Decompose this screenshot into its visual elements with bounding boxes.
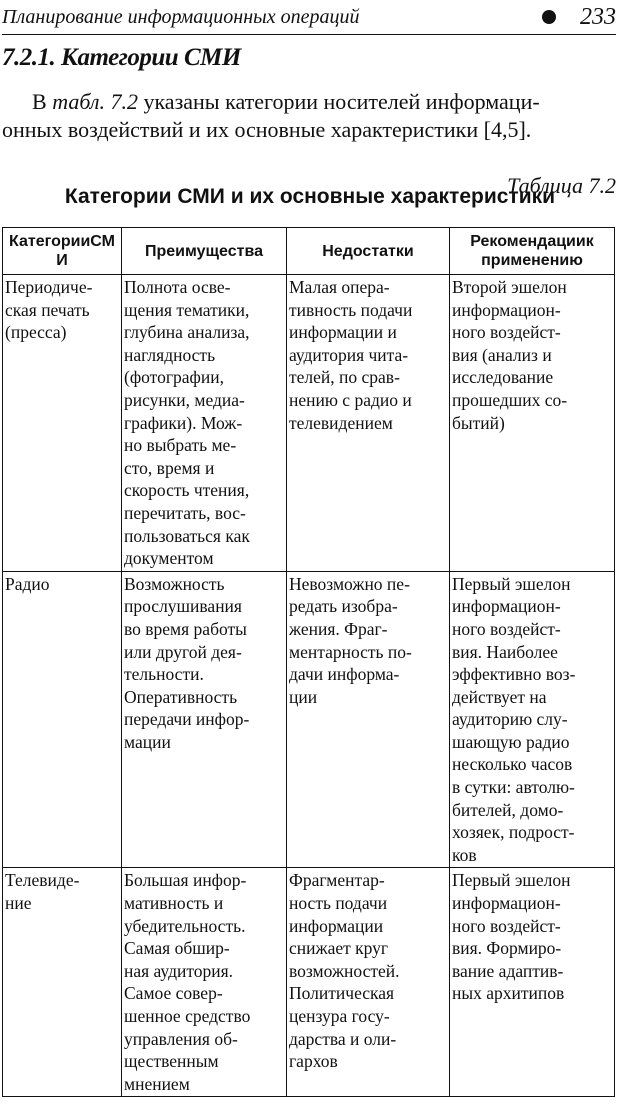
page-number: 233 (580, 4, 616, 30)
intro-prefix: В (32, 89, 53, 114)
cell-category (3, 868, 122, 1097)
cell-line: тивность подачи (289, 299, 413, 320)
cell-line: ментарность по- (289, 641, 412, 662)
cell-line: нению с радио и (289, 389, 412, 410)
cell-line: бытий) (452, 412, 505, 433)
cell-line: (фотографии, (124, 367, 224, 388)
cell-line: Рекомендации (470, 233, 586, 250)
media-categories-table (2, 227, 615, 1097)
header-recommendations (450, 228, 615, 275)
cell-line: Категории (9, 233, 91, 250)
cell-line: управления об- (124, 1028, 238, 1049)
cell-line: прослушивания (124, 596, 242, 617)
cell-line: Фрагментар- (289, 870, 385, 891)
cell-line: жения. Фраг- (289, 618, 388, 639)
cell-line: цензура госу- (289, 1006, 390, 1026)
intro-line-1 (2, 88, 614, 116)
cell-recommendations (450, 275, 615, 572)
cell-line: ная аудитория. (124, 960, 234, 981)
cell-line: (пресса) (5, 322, 67, 343)
cell-disadvantages (287, 571, 450, 868)
cell-line: вия. Наиболее (452, 641, 558, 662)
table-caption: Категории СМИ и их основные характеристики (64, 185, 556, 208)
cell-advantages (122, 571, 287, 868)
section-heading: 7.2.1. Категории СМИ (2, 44, 241, 71)
cell-line: информацион- (452, 299, 561, 320)
cell-line: во время работы (124, 618, 247, 639)
cell-line: аудитория чита- (289, 344, 409, 365)
cell-line: Большая инфор- (124, 870, 247, 891)
cell-line: информации и (289, 322, 397, 343)
header-category (3, 228, 122, 275)
cell-recommendations (450, 571, 615, 868)
cell-line: ного воздейст- (452, 915, 561, 936)
cell-line: Полнота осве- (124, 277, 231, 297)
cell-line: шенное средство (124, 1006, 251, 1026)
cell-line: ская печать (5, 299, 90, 320)
cell-line: Возможность (124, 573, 225, 594)
intro-paragraph (2, 88, 614, 144)
cell-line: исследование (452, 367, 554, 388)
cell-line: Политическая (289, 983, 395, 1004)
cell-line: Оперативность (124, 686, 238, 707)
cell-line: Второй эшелон (452, 277, 567, 297)
cell-line: Малая опера- (289, 277, 390, 297)
cell-line: Телевиде- (5, 870, 80, 891)
cell-line: рисунки, медиа- (124, 389, 245, 410)
cell-line: или другой дея- (124, 641, 242, 662)
table-header-row (3, 228, 615, 275)
cell-line: аудиторию слу- (452, 709, 568, 730)
cell-line: глубина анализа, (124, 322, 250, 343)
header-disadvantages (287, 228, 450, 275)
cell-line: ние (5, 893, 32, 914)
cell-line: щественным (124, 1051, 219, 1072)
cell-line: хозяек, подрост- (452, 822, 575, 843)
cell-advantages (122, 275, 287, 572)
cell-line: Периодиче- (5, 277, 93, 297)
header-advantages (122, 228, 287, 275)
cell-line: сто, время и (124, 457, 215, 478)
cell-line: ного воздейст- (452, 618, 561, 639)
cell-line: Первый эшелон (452, 870, 571, 891)
cell-line: вия (анализ и (452, 344, 552, 365)
cell-disadvantages (287, 275, 450, 572)
cell-line: вия. Формиро- (452, 938, 562, 959)
cell-line: действует на (452, 686, 547, 707)
cell-line: документом (124, 548, 214, 569)
cell-line: перечитать, вос- (124, 502, 246, 523)
cell-line: телевидением (289, 412, 393, 433)
cell-line: убедительность. (124, 915, 246, 936)
intro-line-2: онных воздействий и их основные характеристики [4,5]. (2, 117, 532, 142)
cell-recommendations (450, 868, 615, 1097)
cell-line: редать изобра- (289, 596, 398, 617)
cell-line: но выбрать ме- (124, 435, 237, 456)
cell-line: щения тематики, (124, 299, 250, 320)
cell-line: наглядность (124, 344, 216, 365)
cell-line: мации (124, 731, 171, 752)
cell-line: передачи инфор- (124, 709, 250, 730)
cell-line: вание адаптив- (452, 960, 564, 981)
cell-line: ков (452, 844, 477, 865)
cell-line: в сутки: автолю- (452, 777, 575, 798)
table-row (3, 868, 615, 1097)
cell-line: эффективно воз- (452, 664, 576, 685)
intro-line-1-rest: указаны категории носителей информаци- (137, 89, 540, 114)
cell-line: Недостатки (322, 242, 414, 260)
cell-line: мативность и (124, 893, 224, 914)
cell-line: прошедших со- (452, 389, 568, 410)
cell-line: СМИ (56, 233, 115, 269)
cell-line: мнением (124, 1073, 190, 1094)
running-head-title: Планирование информационных операций (2, 6, 360, 28)
table-reference: табл. 7.2 (52, 89, 138, 114)
cell-line: пользоваться как (124, 525, 250, 546)
cell-line: ции (289, 686, 318, 707)
cell-line: Преимущества (145, 242, 263, 260)
cell-line: информацион- (452, 893, 561, 914)
cell-line: ных архитипов (452, 983, 565, 1004)
cell-line: снижает круг (289, 938, 389, 959)
cell-line: скорость чтения, (124, 480, 250, 501)
cell-line: гархов (289, 1051, 338, 1072)
cell-line: Самая обшир- (124, 938, 230, 959)
cell-line: ность подачи (289, 893, 388, 914)
cell-line: графики). Мож- (124, 412, 243, 433)
cell-line: возможностей. (289, 960, 400, 981)
cell-line: Первый эшелон (452, 573, 571, 594)
cell-line: телей, по срав- (289, 367, 400, 388)
cell-line: шающую радио (452, 731, 570, 752)
cell-line: информации (289, 915, 384, 936)
cell-line: ного воздейст- (452, 322, 561, 343)
cell-line: к применению (481, 233, 594, 269)
cell-line: Самое совер- (124, 983, 223, 1004)
table-row (3, 275, 615, 572)
cell-category (3, 275, 122, 572)
cell-disadvantages (287, 868, 450, 1097)
table-row (3, 571, 615, 868)
cell-line: тельности. (124, 664, 204, 685)
cell-category (3, 571, 122, 868)
bullet-icon (542, 10, 556, 24)
cell-line: дачи информа- (289, 664, 400, 685)
running-head (2, 2, 616, 35)
cell-line: Невозможно пе- (289, 573, 410, 594)
cell-line: бителей, домо- (452, 799, 564, 820)
cell-line: несколько часов (452, 754, 573, 775)
cell-advantages (122, 868, 287, 1097)
cell-line: Радио (5, 573, 50, 594)
cell-line: информацион- (452, 596, 561, 617)
cell-line: дарства и оли- (289, 1028, 397, 1049)
table-number: Таблица 7.2 (507, 173, 616, 198)
